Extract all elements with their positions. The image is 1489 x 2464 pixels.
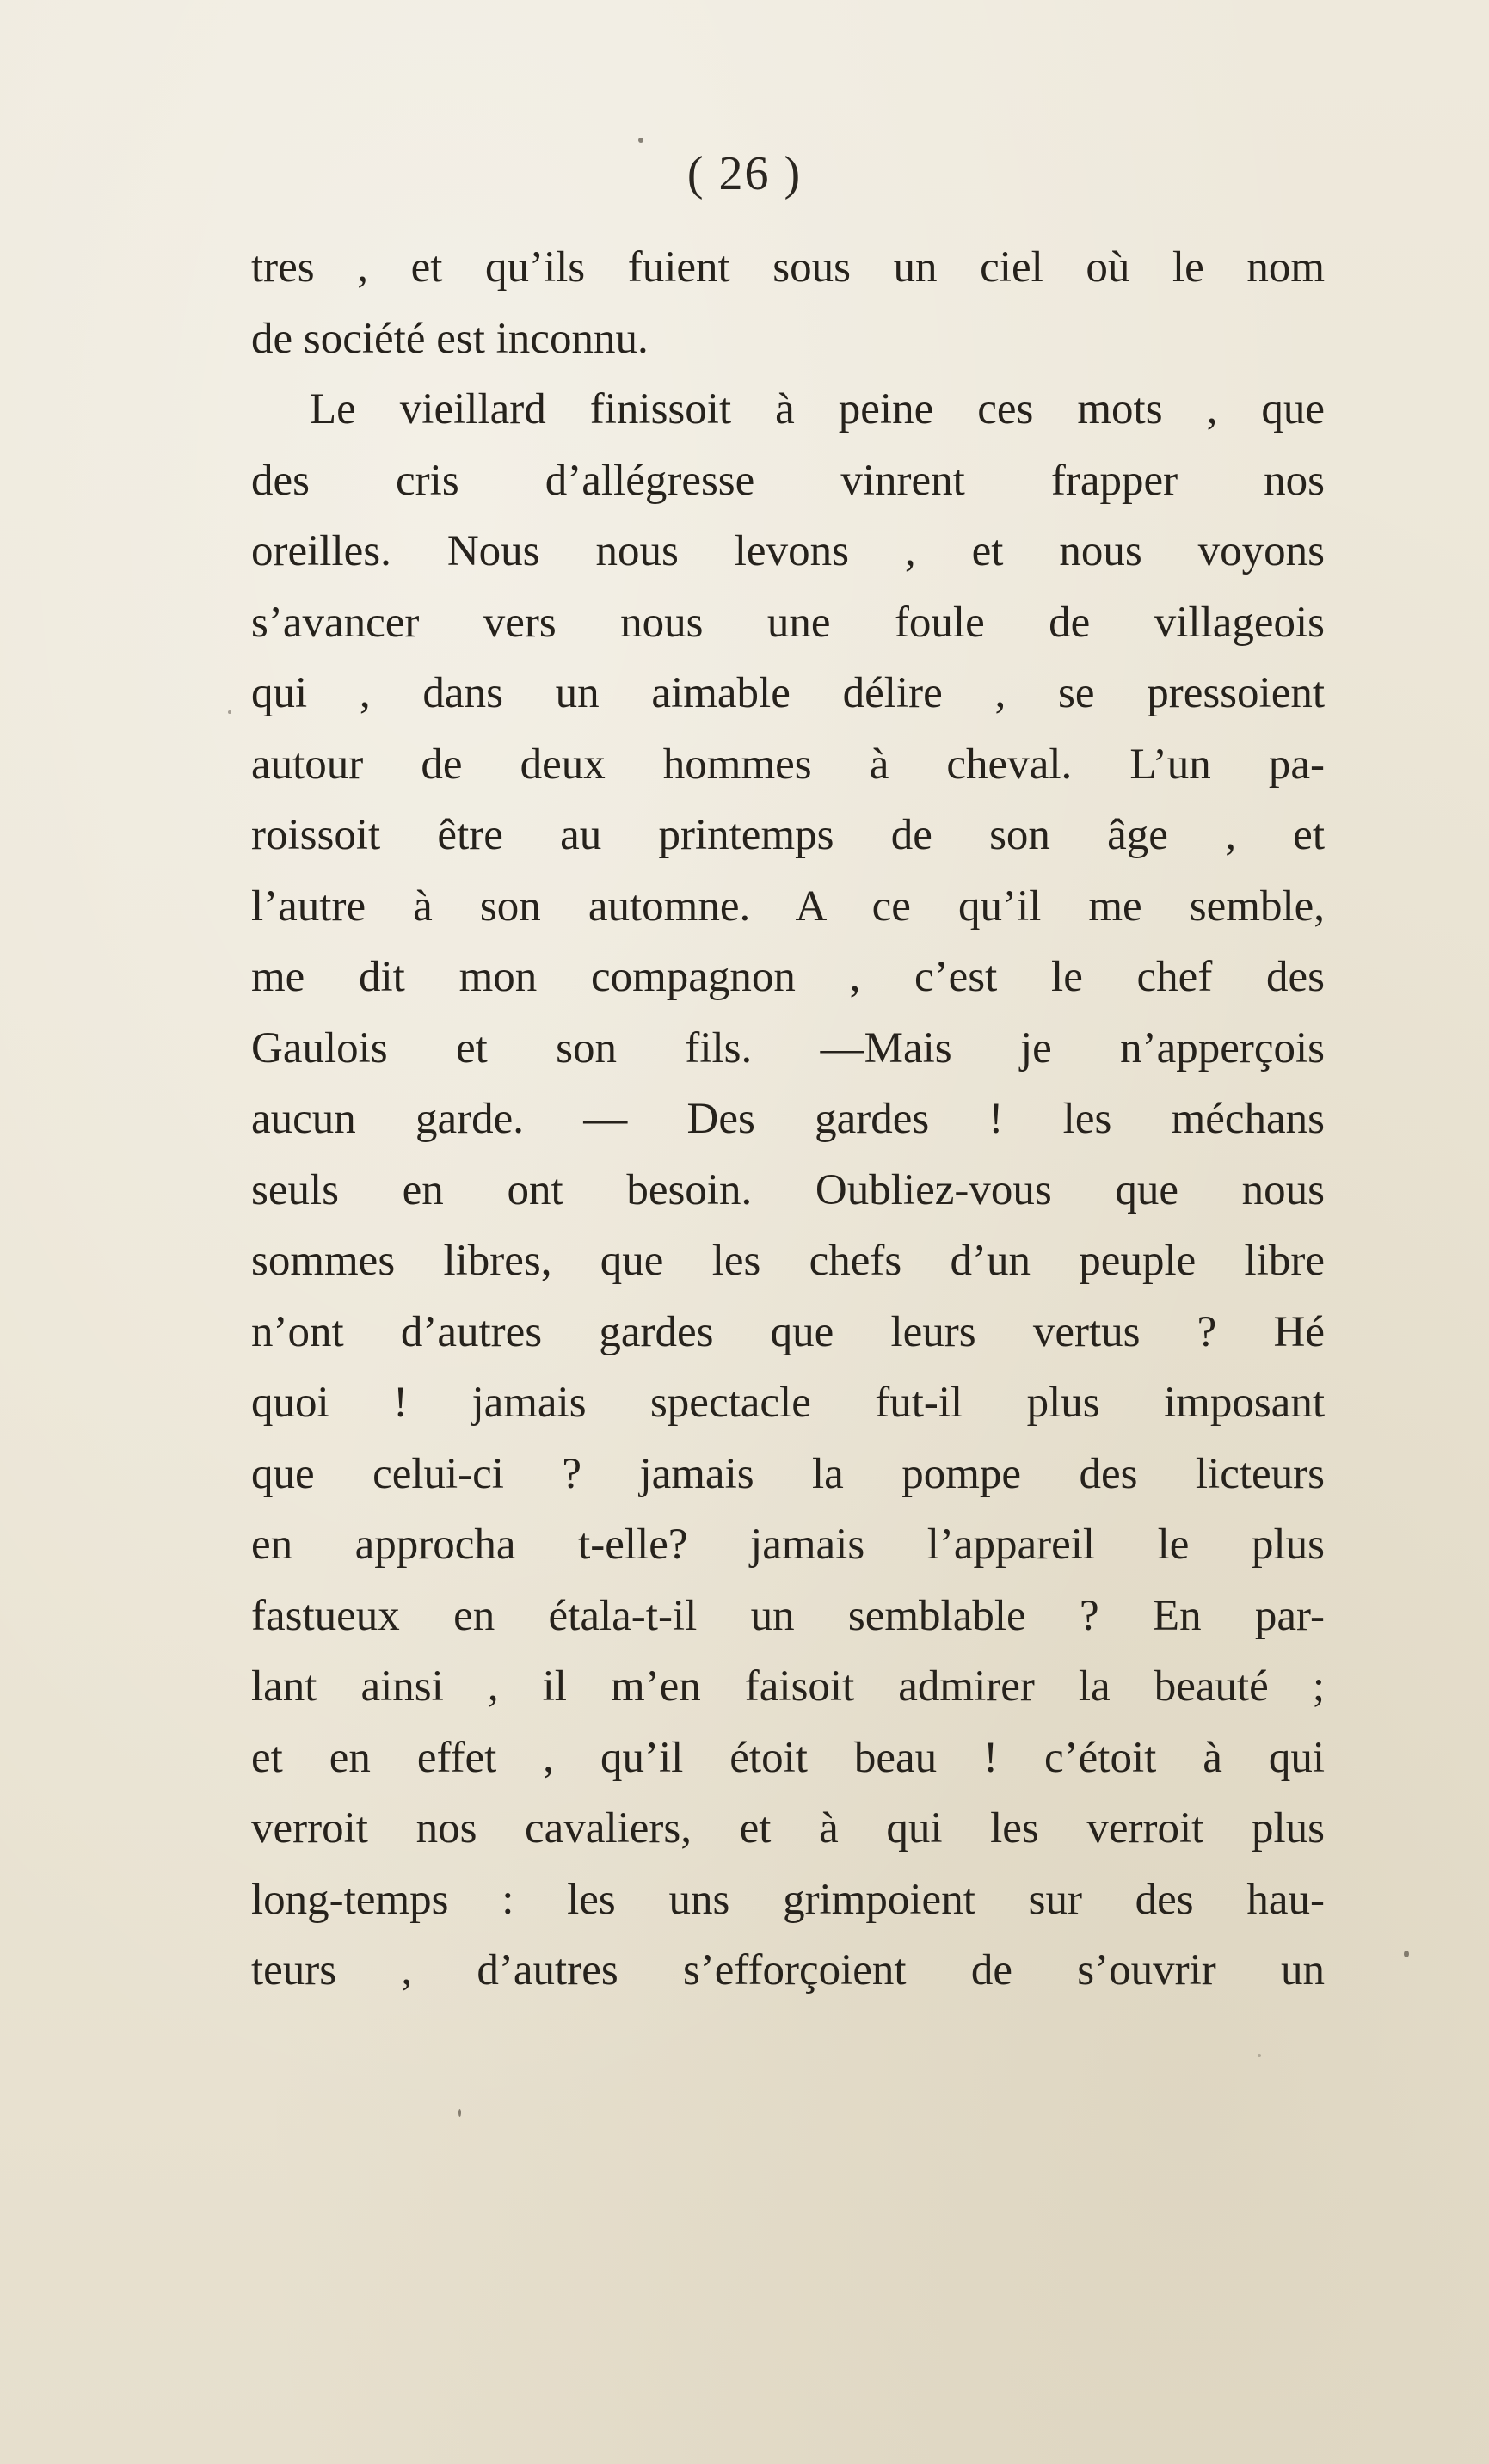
page-number: ( 26 ) <box>686 147 803 200</box>
text-line: long-temps : les uns grimpoient sur des hau- <box>251 1875 1325 1924</box>
text-line: me dit mon compagnon , c’est le chef des <box>251 953 1325 1001</box>
ink-speck <box>458 2109 461 2117</box>
text-line: n’ont d’autres gardes que leurs vertus ? Hé <box>251 1307 1325 1356</box>
text-line: teurs , d’autres s’efforçoient de s’ouvrir un <box>251 1946 1325 1994</box>
text-line: et en effet , qu’il étoit beau ! c’étoit à qui <box>251 1733 1325 1782</box>
ink-speck <box>1404 1951 1409 1957</box>
text-line: quoi ! jamais spectacle fut-il plus imposant <box>251 1379 1325 1427</box>
text-line: Le vieillard finissoit à peine ces mots , que <box>310 385 1325 433</box>
text-line: de société est inconnu. <box>251 314 649 363</box>
text-line: s’avancer vers nous une foule de villageois <box>251 598 1325 647</box>
text-line: tres , et qu’ils fuient sous un ciel où le nom <box>251 243 1325 292</box>
ink-speck <box>638 138 643 143</box>
text-line: lant ainsi , il m’en faisoit admirer la beauté ; <box>251 1662 1325 1711</box>
text-line: en approcha t-elle? jamais l’appareil le plus <box>251 1521 1325 1569</box>
text-line: seuls en ont besoin. Oubliez-vous que nous <box>251 1165 1325 1214</box>
body-text <box>251 232 1325 2006</box>
text-line: que celui-ci ? jamais la pompe des licteurs <box>251 1449 1325 1498</box>
ink-speck <box>228 710 231 714</box>
text-line: Gaulois et son fils. —Mais je n’apperçois <box>251 1023 1325 1072</box>
text-line: verroit nos cavaliers, et à qui les verroit plus <box>251 1804 1325 1853</box>
text-line: aucun garde. — Des gardes ! les méchans <box>251 1095 1325 1143</box>
text-line: qui , dans un aimable délire , se pressoient <box>251 669 1325 717</box>
ink-speck <box>1258 2054 1261 2057</box>
text-line: oreilles. Nous nous levons , et nous voyons <box>251 527 1325 575</box>
text-line: des cris d’allégresse vinrent frapper nos <box>251 456 1325 505</box>
text-line: fastueux en étala-t-il un semblable ? En par- <box>251 1591 1325 1640</box>
text-line: l’autre à son automne. A ce qu’il me semble, <box>251 882 1325 931</box>
text-line: roissoit être au printemps de son âge , et <box>251 811 1325 859</box>
text-line: sommes libres, que les chefs d’un peuple libre <box>251 1237 1325 1285</box>
text-line: autour de deux hommes à cheval. L’un pa- <box>251 740 1325 789</box>
